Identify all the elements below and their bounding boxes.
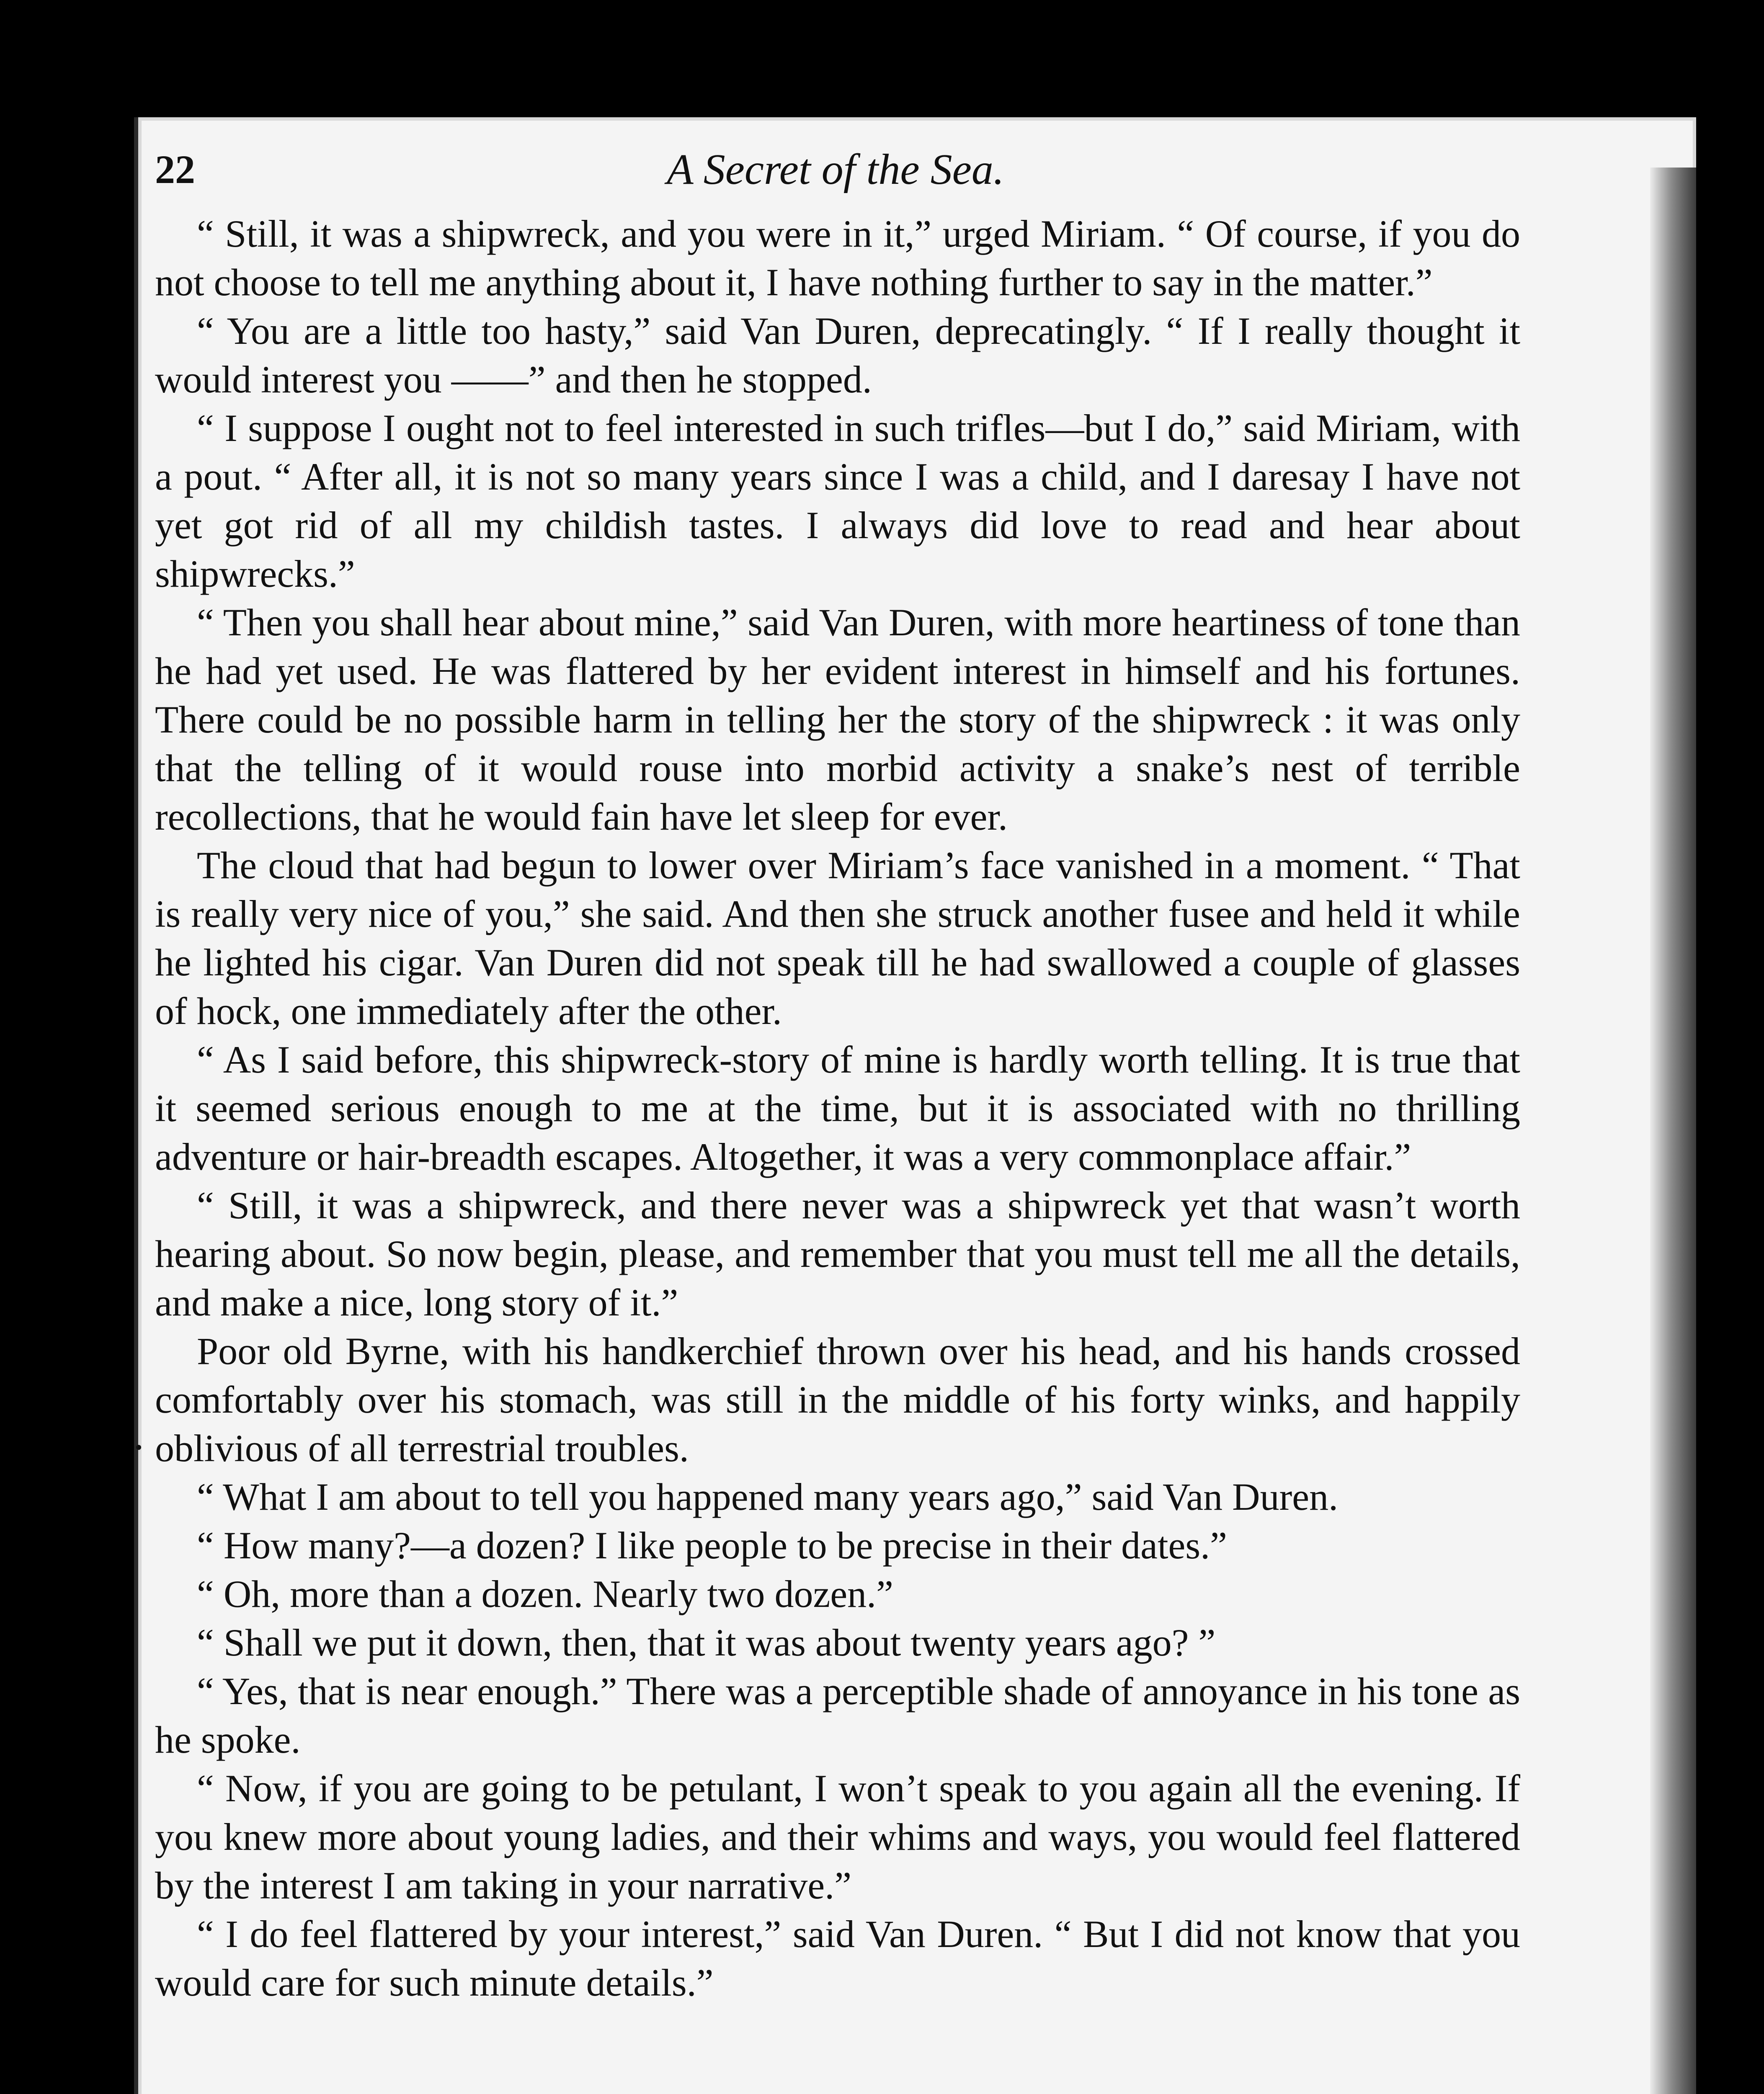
paragraph: “ Yes, that is near enough.” There was a perceptible shade of annoyance in his tone as he spoke. — [155, 1670, 1520, 1761]
paragraph: “ Shall we put it down, then, that it was about twenty years ago? ” — [197, 1621, 1216, 1664]
paragraph: “ As I said before, this shipwreck-story of mine is hardly worth telling. It is true that it seemed serious enough to me at the time, but it is associated with no thrilling adventure or hair-breadth escapes. Altogether, it was a very commonplace affair.” — [155, 1038, 1520, 1178]
paragraph: “ Then you shall hear about mine,” said Van Duren, with more heartiness of tone than he had yet used. He was flattered by her evident interest in himself and his fortunes. There could be no possible harm in telling her the story of the shipwreck : it was only that the telling of it would rouse into morbid activity a snake’s nest of terrible recollections, that he would fain have let sleep for ever. — [155, 601, 1520, 838]
paragraph: “ You are a little too hasty,” said Van Duren, deprecatingly. “ If I really thought it would interest you ——” and then he stopped. — [155, 309, 1520, 401]
body-text — [155, 209, 1520, 2007]
paragraph: “ I suppose I ought not to feel interested in such trifles—but I do,” said Miriam, with a pout. “ After all, it is not so many years since I was a child, and I daresay I have not yet got rid of all my childish tastes. I always did love to read and hear about shipwrecks.” — [155, 407, 1520, 595]
paragraph: “ What I am about to tell you happened many years ago,” said Van Duren. — [197, 1475, 1338, 1518]
page-gutter-shadow — [1650, 168, 1696, 2094]
paragraph: “ Still, it was a shipwreck, and there never was a shipwreck yet that wasn’t worth hearing about. So now begin, please, and remember that you must tell me all the details, and make a nice, long story of it.” — [155, 1184, 1520, 1324]
paragraph: “ I do feel flattered by your interest,” said Van Duren. “ But I did not know that you would care for such minute details.” — [155, 1913, 1520, 2004]
paragraph: Poor old Byrne, with his handkerchief thrown over his head, and his hands crossed comfortably over his stomach, was still in the middle of his forty winks, and happily oblivious of all terrestrial troubles. — [155, 1330, 1520, 1470]
page-header — [155, 138, 1516, 201]
scan-speck — [136, 1445, 141, 1450]
paragraph: “ How many?—a dozen? I like people to be precise in their dates.” — [197, 1524, 1228, 1567]
paragraph: “ Still, it was a shipwreck, and you were in it,” urged Miriam. “ Of course, if you do not choose to tell me anything about it, I have nothing further to say in the matter.” — [155, 212, 1520, 304]
running-title: A Secret of the Sea. — [667, 145, 1004, 193]
paragraph: “ Now, if you are going to be petulant, I won’t speak to you again all the evening. If you knew more about young ladies, and their whims and ways, you would feel flattered by the interest I am taking in your narrative.” — [155, 1767, 1520, 1907]
paragraph: “ Oh, more than a dozen. Nearly two dozen.” — [197, 1573, 894, 1615]
paragraph: The cloud that had begun to lower over Miriam’s face vanished in a moment. “ That is really very nice of you,” she said. And then she struck another fusee and held it while he lighted his cigar. Van Duren did not speak till he had swallowed a couple of glasses of hock, one immediately after the other. — [155, 844, 1520, 1032]
page-number: 22 — [155, 147, 195, 192]
